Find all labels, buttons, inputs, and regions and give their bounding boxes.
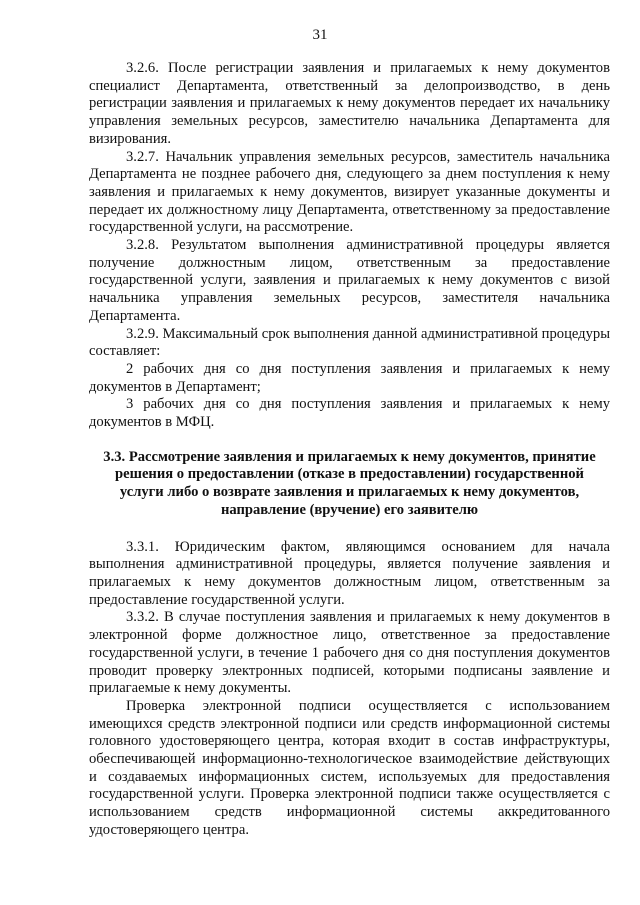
paragraph-3-2-6: 3.2.6. После регистрации заявления и прилагаемых к нему документов специалист Департамента, ответственный за делопроизводство, в день регистрации заявления и прилагаемых к нему документов передает их начальнику управления земельных ресурсов, заместителю начальника Департамента для визирования. [89,60,610,147]
page-number: 31 [312,27,328,43]
paragraph-3-3-2: 3.3.2. В случае поступления заявления и прилагаемых к нему документов в электронной форме должностное лицо, ответственное за предоставление государственной услуги, в течение 1 рабочего дня со дня поступления документов проводит проверку электронных подписей, которыми подписаны заявление и прилагаемые к нему документы. [89,609,610,697]
paragraph-3-3-1: 3.3.1. Юридическим фактом, являющимся основанием для начала выполнения административной процедуры, является получение заявления и прилагаемых к нему документов должностным лицом, ответственным за предоставление государственной услуги. [89,538,610,608]
paragraph-3-2-8: 3.2.8. Результатом выполнения административной процедуры является получение должностным лицом, ответственным за предоставление государственной услуги, заявления и прилагаемых к нему документов с визой начальника управления земельных ресурсов, заместителя начальника Департамента. [89,237,610,324]
paragraph-deadline-department: 2 рабочих дня со дня поступления заявления и прилагаемых к нему документов в Департамент; [89,360,610,395]
paragraph-3-2-9: 3.2.9. Максимальный срок выполнения данной административной процедуры составляет: [89,325,610,360]
paragraph-signature-check: Проверка электронной подписи осуществляется с использованием имеющихся средств электронной подписи или средств информационной системы головного удостоверяющего центра, которая входит в состав инфраструктуры, обеспечивающей информационно-технологическое взаимодействие действующих и создаваемых информационных систем, используемых для предоставления государственной услуги. Проверка электронной подписи также осуществляется с использованием средств информационной системы аккредитованного удостоверяющего центра. [89,697,610,838]
paragraph-deadline-mfc: 3 рабочих дня со дня поступления заявления и прилагаемых к нему документов в МФЦ. [89,396,610,431]
document-body [89,60,610,840]
section-heading-3-3: 3.3. Рассмотрение заявления и прилагаемых к нему документов, принятие решения о предоставлении (отказе в предоставлении) государственной услуги либо о возврате заявления и прилагаемых к нему документов, направление (вручение) его заявителю [103,448,596,518]
paragraph-3-2-7: 3.2.7. Начальник управления земельных ресурсов, заместитель начальника Департамента не позднее рабочего дня, следующего за днем поступления к нему заявления и прилагаемых к нему документов, визирует указанные документы и передает их должностному лицу Департамента, ответственному за предоставление государственной услуги, на рассмотрение. [89,148,610,236]
